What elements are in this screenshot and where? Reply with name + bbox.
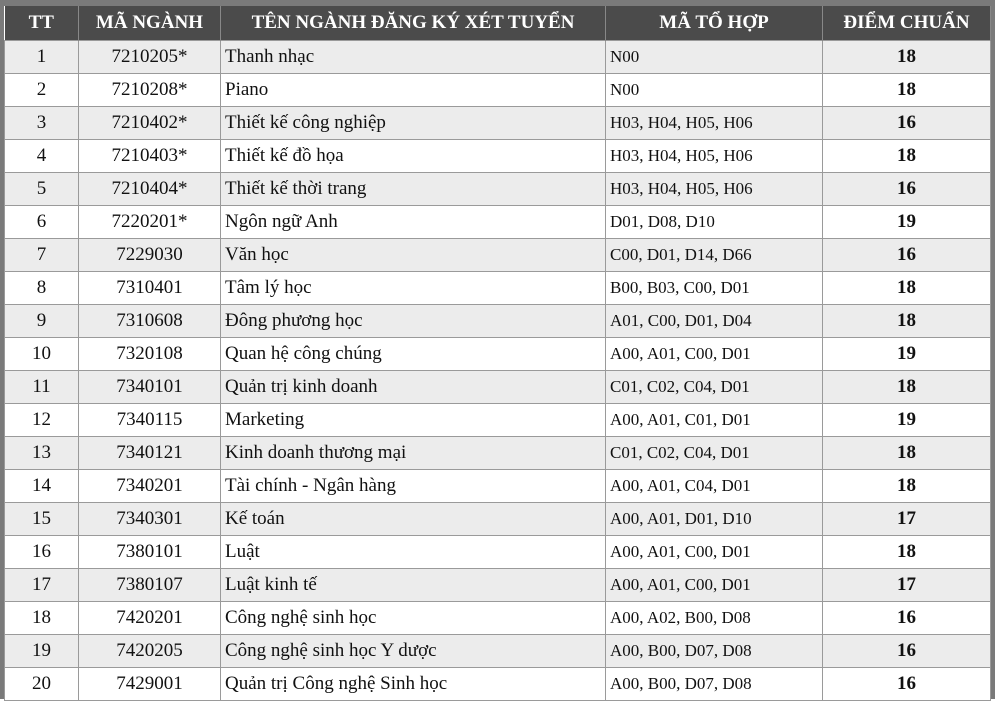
table-row [5,668,991,701]
subject-combination: A00, A01, D01, D10 [606,503,823,536]
row-number: 16 [5,536,79,569]
subject-combination: B00, B03, C00, D01 [606,272,823,305]
row-number: 3 [5,107,79,140]
major-name: Công nghệ sinh học [221,602,606,635]
major-name: Công nghệ sinh học Y dược [221,635,606,668]
subject-combination: A00, A01, C00, D01 [606,338,823,371]
major-name: Tâm lý học [221,272,606,305]
cutoff-score: 18 [823,470,991,503]
major-code: 7340301 [79,503,221,536]
subject-combination: C00, D01, D14, D66 [606,239,823,272]
subject-combination: H03, H04, H05, H06 [606,173,823,206]
row-number: 18 [5,602,79,635]
subject-combination: C01, C02, C04, D01 [606,437,823,470]
major-name: Kinh doanh thương mại [221,437,606,470]
table-row [5,437,991,470]
subject-combination: A00, B00, D07, D08 [606,635,823,668]
header-major-name: TÊN NGÀNH ĐĂNG KÝ XÉT TUYỂN [221,6,606,41]
cutoff-score: 16 [823,173,991,206]
major-code: 7340121 [79,437,221,470]
table-row [5,470,991,503]
major-name: Quan hệ công chúng [221,338,606,371]
header-cutoff-score: ĐIỂM CHUẨN [823,6,991,41]
row-number: 1 [5,41,79,74]
major-name: Đông phương học [221,305,606,338]
row-number: 9 [5,305,79,338]
major-code: 7310608 [79,305,221,338]
major-name: Kế toán [221,503,606,536]
subject-combination: A01, C00, D01, D04 [606,305,823,338]
row-number: 7 [5,239,79,272]
header-tt: TT [5,6,79,41]
cutoff-score: 19 [823,206,991,239]
subject-combination: N00 [606,74,823,107]
table-row [5,536,991,569]
major-name: Tài chính - Ngân hàng [221,470,606,503]
cutoff-score: 18 [823,437,991,470]
major-code: 7340201 [79,470,221,503]
cutoff-score: 17 [823,569,991,602]
table-row [5,107,991,140]
major-code: 7210403* [79,140,221,173]
major-code: 7420205 [79,635,221,668]
header-major-code: MÃ NGÀNH [79,6,221,41]
row-number: 12 [5,404,79,437]
major-code: 7380107 [79,569,221,602]
major-code: 7340115 [79,404,221,437]
table-row [5,173,991,206]
major-name: Ngôn ngữ Anh [221,206,606,239]
major-code: 7429001 [79,668,221,701]
table-row [5,74,991,107]
cutoff-score: 16 [823,602,991,635]
major-code: 7210402* [79,107,221,140]
major-code: 7210205* [79,41,221,74]
row-number: 13 [5,437,79,470]
major-code: 7420201 [79,602,221,635]
table-row [5,41,991,74]
cutoff-score: 18 [823,272,991,305]
subject-combination: C01, C02, C04, D01 [606,371,823,404]
cutoff-score: 16 [823,107,991,140]
table-row [5,569,991,602]
row-number: 2 [5,74,79,107]
major-name: Piano [221,74,606,107]
subject-combination: H03, H04, H05, H06 [606,140,823,173]
cutoff-score: 18 [823,41,991,74]
table-row [5,272,991,305]
table-header-row [5,6,991,41]
major-code: 7380101 [79,536,221,569]
row-number: 11 [5,371,79,404]
table-row [5,635,991,668]
table-row [5,503,991,536]
admission-scores-table [4,6,991,701]
subject-combination: A00, A01, C00, D01 [606,569,823,602]
subject-combination: A00, B00, D07, D08 [606,668,823,701]
major-name: Marketing [221,404,606,437]
table-row [5,305,991,338]
major-name: Luật [221,536,606,569]
major-name: Thanh nhạc [221,41,606,74]
table-row [5,338,991,371]
cutoff-score: 18 [823,140,991,173]
cutoff-score: 16 [823,239,991,272]
row-number: 14 [5,470,79,503]
cutoff-score: 16 [823,668,991,701]
major-name: Thiết kế thời trang [221,173,606,206]
subject-combination: D01, D08, D10 [606,206,823,239]
cutoff-score: 18 [823,536,991,569]
cutoff-score: 19 [823,338,991,371]
table-row [5,371,991,404]
major-name: Văn học [221,239,606,272]
major-name: Luật kinh tế [221,569,606,602]
major-code: 7210404* [79,173,221,206]
major-name: Quản trị kinh doanh [221,371,606,404]
cutoff-score: 16 [823,635,991,668]
table-row [5,404,991,437]
row-number: 8 [5,272,79,305]
major-code: 7320108 [79,338,221,371]
row-number: 19 [5,635,79,668]
cutoff-score: 18 [823,305,991,338]
subject-combination: N00 [606,41,823,74]
row-number: 20 [5,668,79,701]
cutoff-score: 18 [823,74,991,107]
cutoff-score: 18 [823,371,991,404]
table-row [5,602,991,635]
row-number: 10 [5,338,79,371]
row-number: 5 [5,173,79,206]
major-name: Thiết kế công nghiệp [221,107,606,140]
header-subject-combination: MÃ TỔ HỢP [606,6,823,41]
major-code: 7220201* [79,206,221,239]
row-number: 15 [5,503,79,536]
row-number: 6 [5,206,79,239]
subject-combination: A00, A01, C00, D01 [606,536,823,569]
table-row [5,140,991,173]
subject-combination: A00, A01, C01, D01 [606,404,823,437]
table-row [5,206,991,239]
subject-combination: A00, A01, C04, D01 [606,470,823,503]
major-code: 7210208* [79,74,221,107]
cutoff-score: 19 [823,404,991,437]
major-code: 7340101 [79,371,221,404]
major-name: Thiết kế đồ họa [221,140,606,173]
cutoff-score: 17 [823,503,991,536]
table-row [5,239,991,272]
major-code: 7229030 [79,239,221,272]
row-number: 17 [5,569,79,602]
row-number: 4 [5,140,79,173]
subject-combination: H03, H04, H05, H06 [606,107,823,140]
major-code: 7310401 [79,272,221,305]
major-name: Quản trị Công nghệ Sinh học [221,668,606,701]
subject-combination: A00, A02, B00, D08 [606,602,823,635]
